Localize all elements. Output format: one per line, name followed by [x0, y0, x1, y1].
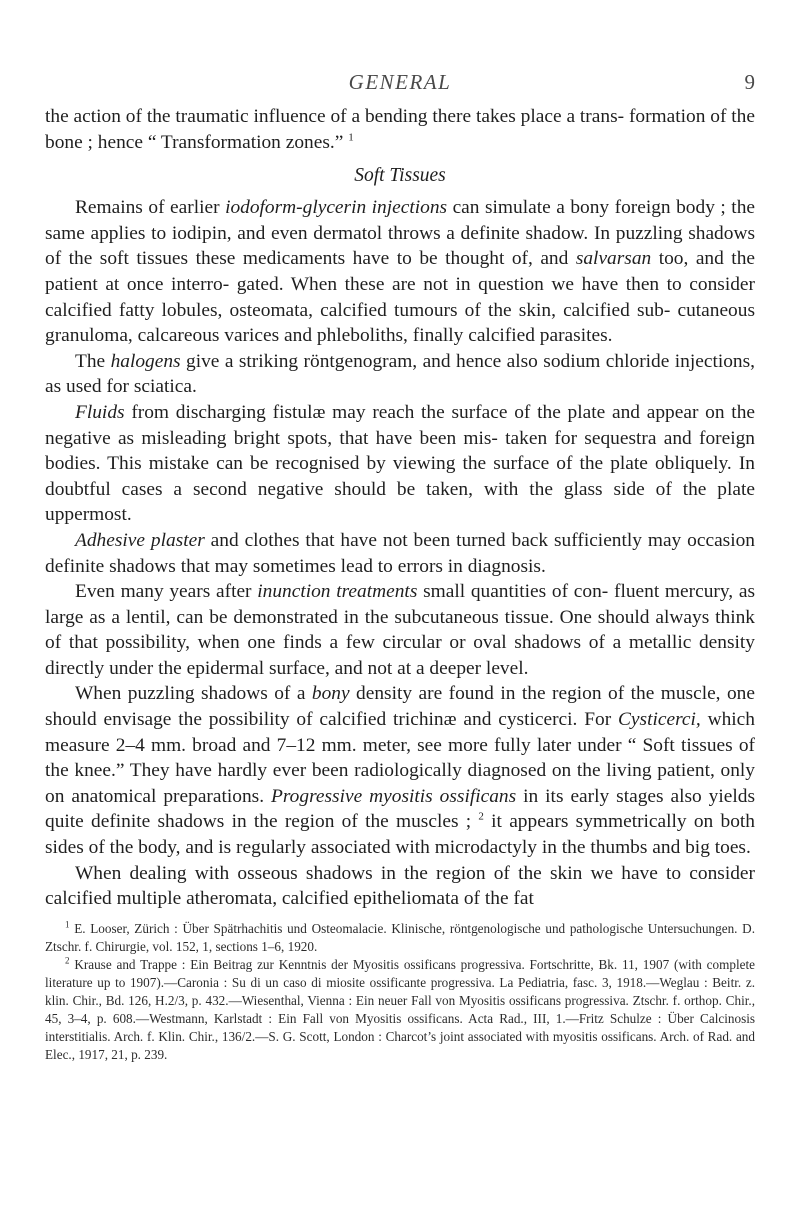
footnote-text: E. Looser, Zürich : Über Spätrhachitis und Osteomalacie. Klinische, röntgenologische und pathologische Untersuchungen. D. Ztschr. f. Chirurgie, vol. 152, 1, sections 1–6, 1920.	[45, 920, 755, 954]
paragraph-osseous-shadows	[45, 861, 755, 912]
text-run: too, and the patient at once interro- gated. When these are not in question we have then to consider calcified fatty lobules, osteomata, calcified tumours of the skin, calcified sub- cutaneous granuloma, calcareous varices and phleboliths, finally calcified parasites.	[45, 248, 755, 347]
footnote-2	[45, 956, 755, 1065]
text-run: give a striking röntgenogram, and hence also sodium chloride injections, as used for sciatica.	[45, 350, 756, 398]
running-title: GENERAL	[348, 70, 452, 94]
footnotes	[45, 920, 755, 1065]
italic-term: Adhesive plaster	[75, 529, 205, 551]
footnote-ref-1: 1	[348, 131, 354, 144]
text-run: When dealing with osseous shadows in the region of the skin we have to consider calcified multiple atheromata, calcified epitheliomata of the fat	[45, 862, 755, 910]
section-heading: Soft Tissues	[354, 165, 446, 187]
footnote-marker: 1	[65, 919, 70, 930]
italic-term: Progressive myositis ossificans	[271, 785, 517, 807]
text-run: Even many years after	[75, 581, 258, 603]
italic-term: inunction treatments	[257, 581, 418, 603]
italic-term: bony	[311, 683, 350, 705]
italic-term: Fluids	[75, 401, 125, 423]
italic-term: halogens	[110, 350, 181, 372]
text-run: in its early stages also yields quite definite shadows in the region of the muscles ;	[45, 785, 756, 833]
text-run: The	[75, 350, 111, 372]
text-run: When puzzling shadows of a	[75, 683, 312, 705]
italic-term: salvarsan	[575, 248, 652, 270]
text-run: which measure 2–4 mm. broad and 7–12 mm. meter, see more fully later under “ Soft tissues of the knee.” They have hardly ever been radiologically diagnosed on the living patient, only on anatomical preparations.	[45, 709, 755, 807]
paragraph-bony-density	[45, 681, 755, 860]
footnote-1	[45, 920, 755, 956]
text-run: Remains of earlier	[75, 197, 226, 219]
text-run: it appears symmetrically on both sides of the body, and is regularly associated with microdactyly in the thumbs and big toes.	[45, 811, 755, 859]
paragraph-text: the action of the traumatic influence of a bending there takes place a trans- formation of the bone ; hence “ Transformation zones.”	[45, 106, 755, 153]
text-run: small quantities of con- fluent mercury, as large as a lentil, can be demonstrated in the subcutaneous tissue. One should always think of that possibility, when one finds a few circular or oval shadows of a metallic density directly under the epidermal surface, and not at a deeper level.	[45, 581, 755, 679]
paragraph-continuation	[45, 104, 755, 155]
body-text	[45, 104, 755, 912]
paragraph-remains	[45, 195, 755, 349]
text-run: and clothes that have not been turned back sufficiently may occasion definite shadows that may sometimes lead to errors in diagnosis.	[45, 529, 755, 577]
footnote-marker: 2	[65, 955, 70, 966]
book-page	[45, 70, 755, 1065]
text-run: density are found in the region of the muscle, one should envisage the possibility of calcified trichinæ and cysticerci. For	[45, 683, 755, 731]
italic-term: iodoform-glycerin injections	[225, 197, 448, 219]
footnote-ref-2: 2	[478, 810, 484, 823]
paragraph-halogens	[45, 349, 755, 400]
paragraph-inunction	[45, 579, 755, 681]
text-run: can simulate a bony foreign body ; the same applies to iodipin, and even dermatol throws a definite shadow. In puzzling shadows of the soft tissues these medicaments have to be thought of, and	[45, 197, 755, 270]
running-head	[45, 70, 755, 104]
text-run: from discharging fistulæ may reach the surface of the plate and appear on the negative as misleading bright spots, that have been mis- taken for sequestra and foreign bodies. This mistake can be recognised by viewing the surface of the plate obliquely. In doubtful cases a second negative should be taken, with the glass side of the plate uppermost.	[45, 401, 755, 526]
paragraph-adhesive-plaster	[45, 528, 755, 579]
page-number: 9	[744, 70, 755, 94]
footnote-text: Krause and Trappe : Ein Beitrag zur Kenntnis der Myositis ossificans progressiva. Fortschritte, Bk. 11, 1907 (with complete literature up to 1907).—Caronia : Su di un caso di miosite ossificante progressiva. La Pediatria, fasc. 3, 1918.—Weglau : Beitr. z. klin. Chir., Bd. 126, H.2/3, p. 432.—Wiesenthal, Vienna : Ein neuer Fall von Myositis ossificans progressiva. Ztschr. f. orthop. Chir., 45, 3–4, p. 608.—Westmann, Karlstadt : Ein Fall von Myositis ossificans. Acta Rad., III, 1.—Fritz Schulze : Über Calcinosis interstitialis. Arch. f. Klin. Chir., 136/2.—S. G. Scott, London : Charcot’s joint associated with myositis ossificans. Arch. of Rad. and Elec., 1917, 21, p. 239.	[45, 957, 755, 1063]
italic-term: Cysticerci,	[618, 709, 701, 731]
paragraph-fluids	[45, 400, 755, 528]
